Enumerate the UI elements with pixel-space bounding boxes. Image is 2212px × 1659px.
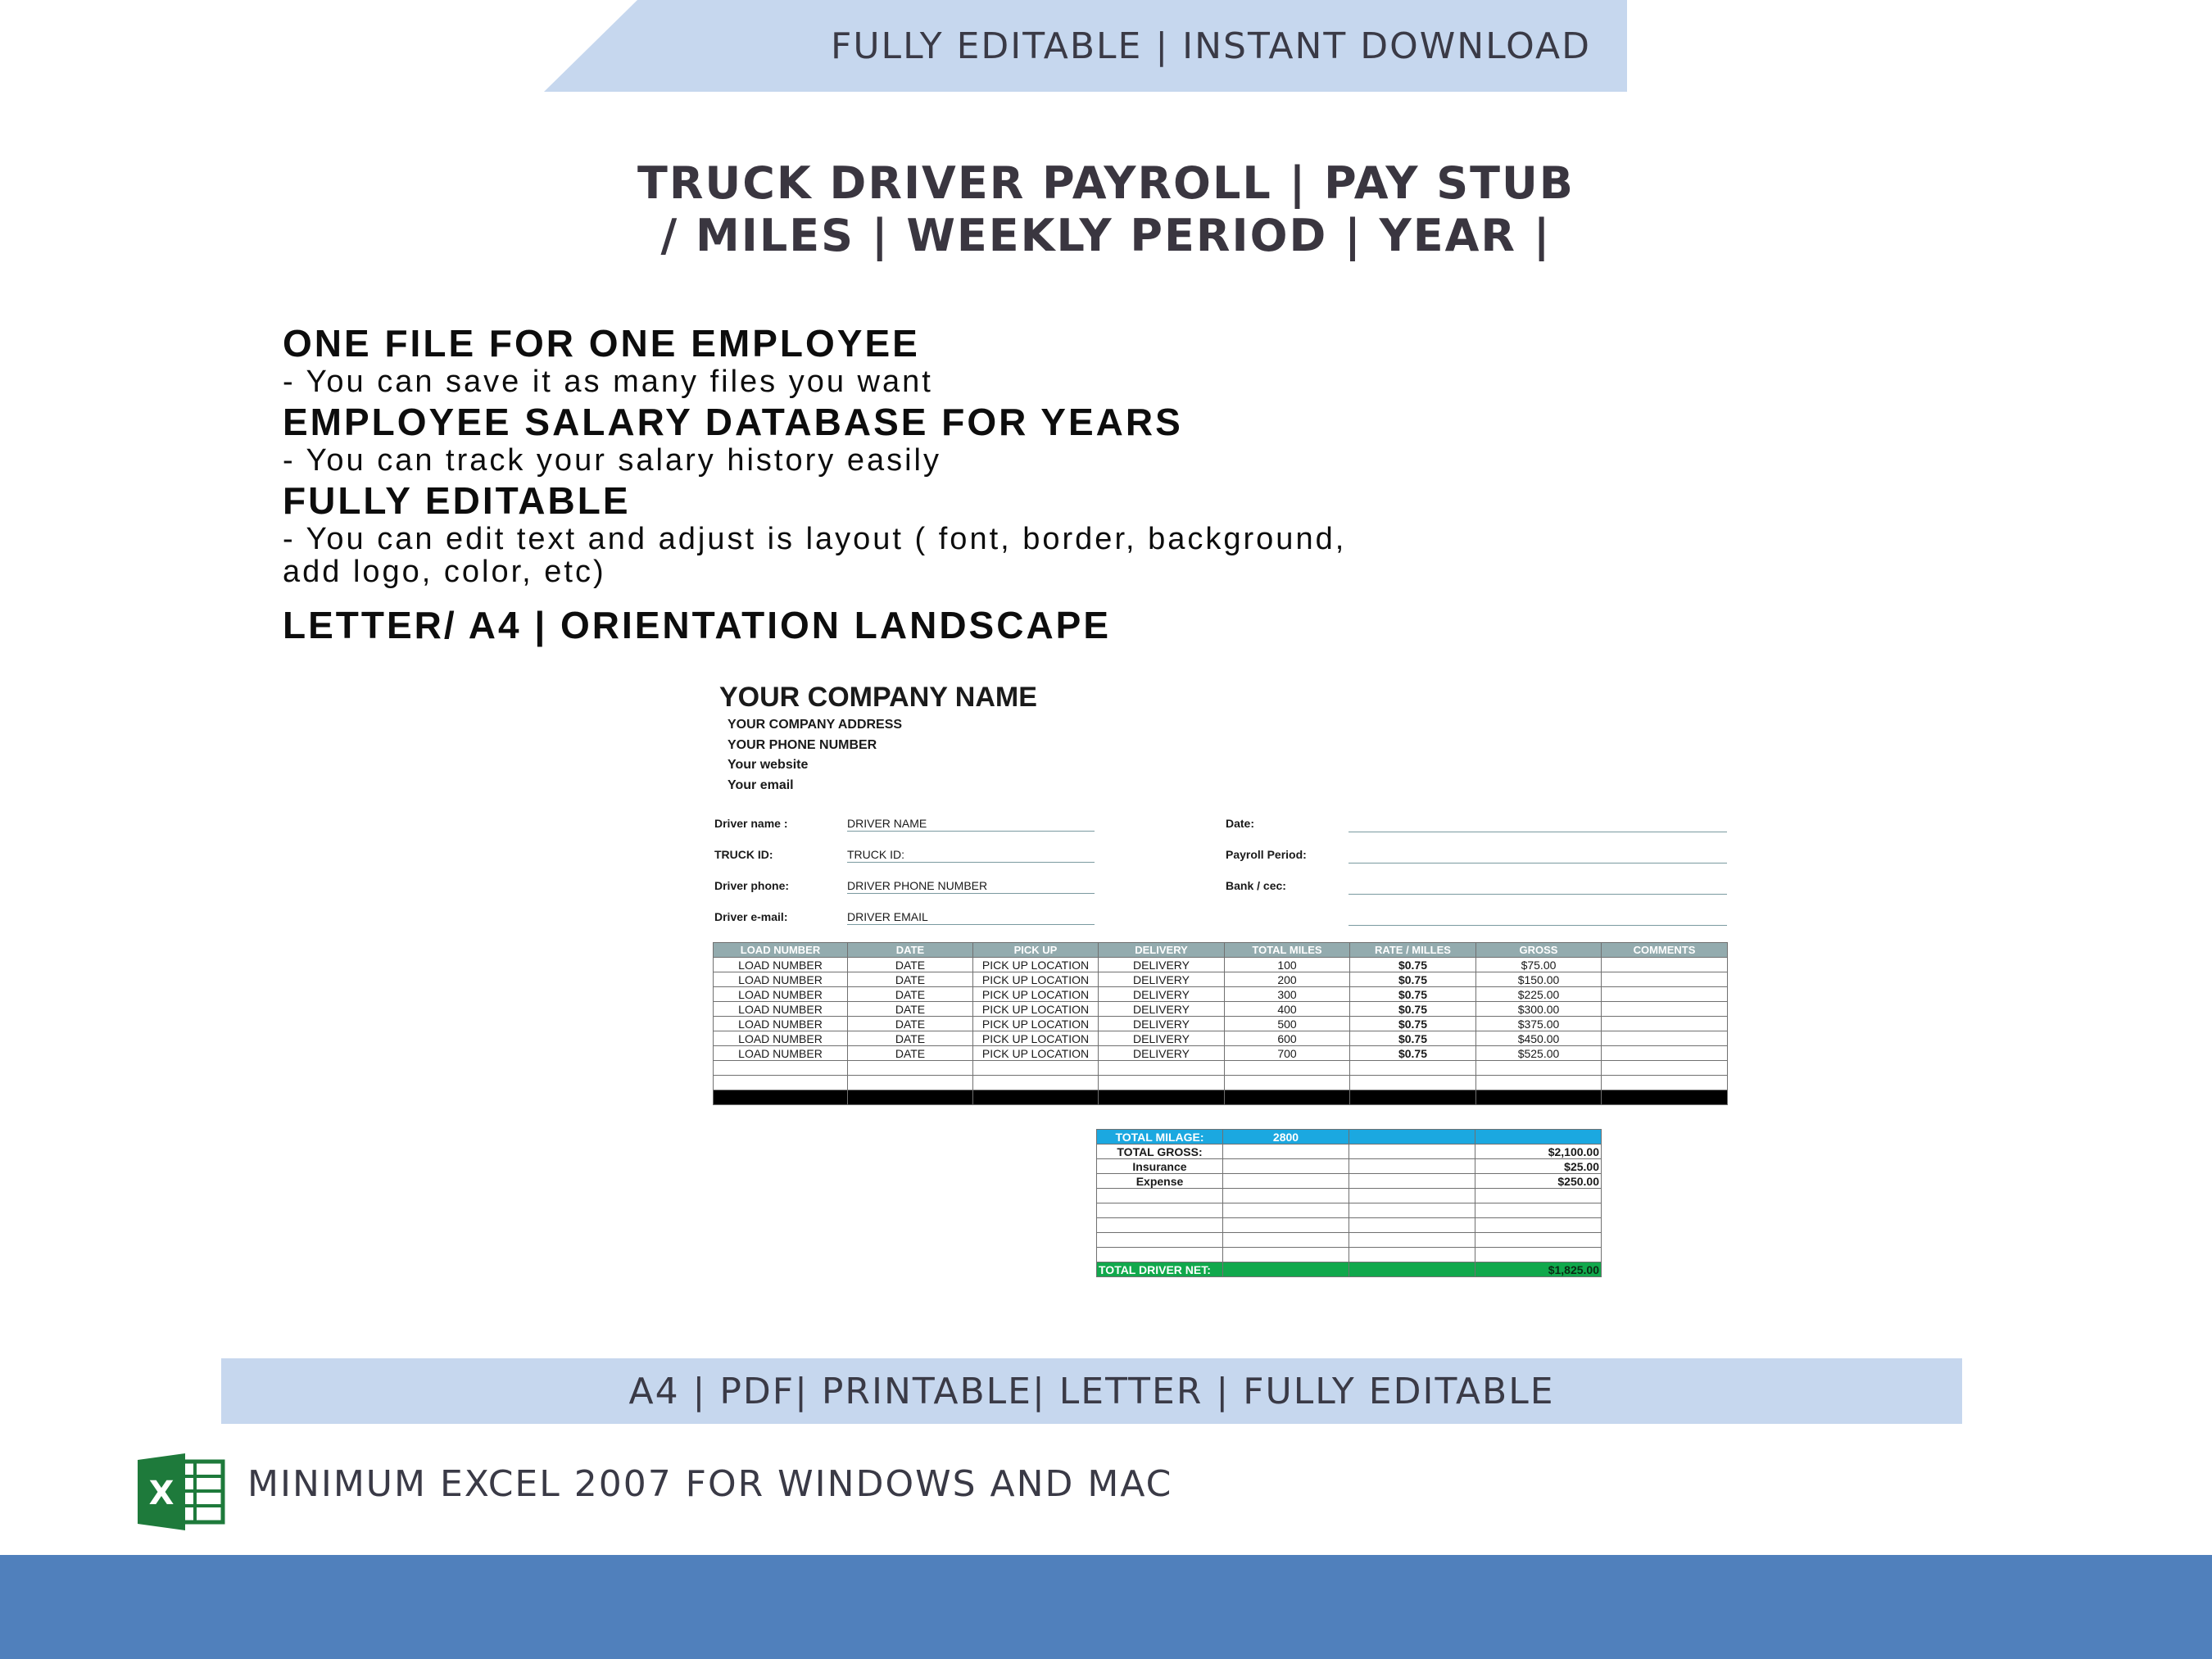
table-cell: $0.75 [1350,987,1476,1002]
table-cell: DATE [848,1002,973,1017]
total-gross-row [1097,1145,1602,1159]
table-cell: DELIVERY [1099,1017,1225,1031]
table-cell: DATE [848,1017,973,1031]
column-header: COMMENTS [1602,943,1728,958]
table-cell: 400 [1225,1002,1350,1017]
column-header: DATE [848,943,973,958]
driver-email-field: DRIVER EMAIL [847,910,1095,925]
table-cell: LOAD NUMBER [714,1031,848,1046]
truck-id-field: TRUCK ID: [847,848,1095,863]
table-cell: $0.75 [1350,1031,1476,1046]
table-cell: PICK UP LOCATION [973,1017,1099,1031]
column-header: PICK UP [973,943,1099,958]
table-cell: $0.75 [1350,1017,1476,1031]
total-gross-value: $2,100.00 [1475,1145,1602,1159]
payroll-template-preview [709,673,1727,1288]
column-header: LOAD NUMBER [714,943,848,958]
feature-text-track: - You can track your salary history easily [283,443,941,478]
table-cell: DELIVERY [1099,1046,1225,1061]
page-title-line-2: / MILES | WEEKLY PERIOD | YEAR | [660,210,1552,261]
table-cell: 100 [1225,958,1350,972]
truck-id-label: TRUCK ID: [714,848,773,861]
summary-table [1096,1129,1602,1277]
table-footer-bar [714,1090,1728,1105]
feature-text-edit-2: add logo, color, etc) [283,555,606,589]
table-cell: 700 [1225,1046,1350,1061]
column-header: DELIVERY [1099,943,1225,958]
table-cell: $0.75 [1350,1002,1476,1017]
table-cell: PICK UP LOCATION [973,972,1099,987]
table-cell: DATE [848,987,973,1002]
table-cell: DELIVERY [1099,972,1225,987]
driver-email-label: Driver e-mail: [714,910,788,923]
company-email: Your email [728,778,794,792]
empty-row [714,1076,1728,1090]
total-milage-value: 2800 [1223,1130,1349,1145]
total-driver-net-label: TOTAL DRIVER NET: [1097,1262,1223,1277]
table-cell: $300.00 [1476,1002,1602,1017]
summary-empty-row [1097,1233,1602,1248]
table-cell [1602,1046,1728,1061]
table-cell: DATE [848,1046,973,1061]
table-cell: $75.00 [1476,958,1602,972]
table-cell: DATE [848,958,973,972]
table-cell: DELIVERY [1099,1002,1225,1017]
table-cell: $225.00 [1476,987,1602,1002]
table-cell: $0.75 [1350,958,1476,972]
driver-name-label: Driver name : [714,817,788,830]
table-cell: $375.00 [1476,1017,1602,1031]
expense-value: $250.00 [1475,1174,1602,1189]
table-cell: 300 [1225,987,1350,1002]
blank-line [1349,910,1727,926]
table-cell: $525.00 [1476,1046,1602,1061]
summary-empty-row [1097,1218,1602,1233]
table-row [714,972,1728,987]
table-cell: $0.75 [1350,972,1476,987]
column-header: RATE / MILLES [1350,943,1476,958]
table-cell: LOAD NUMBER [714,1017,848,1031]
table-cell: $150.00 [1476,972,1602,987]
company-website: Your website [728,758,809,772]
feature-text-save: - You can save it as many files you want [283,365,933,399]
company-address: YOUR COMPANY ADDRESS [728,718,903,732]
table-cell: DELIVERY [1099,958,1225,972]
payroll-period-line [1349,848,1727,863]
table-cell: PICK UP LOCATION [973,1002,1099,1017]
feature-heading-editable: FULLY EDITABLE [283,479,631,522]
total-driver-net-value: $1,825.00 [1475,1262,1602,1277]
insurance-value: $25.00 [1475,1159,1602,1174]
payroll-period-label: Payroll Period: [1226,848,1307,861]
driver-phone-label: Driver phone: [714,879,790,892]
loads-table [713,942,1728,1105]
table-cell: 500 [1225,1017,1350,1031]
total-milage-label: TOTAL MILAGE: [1097,1130,1223,1145]
bank-label: Bank / cec: [1226,879,1286,892]
total-milage-row [1097,1130,1602,1145]
table-cell: LOAD NUMBER [714,1046,848,1061]
table-cell: LOAD NUMBER [714,1002,848,1017]
table-cell [1602,1017,1728,1031]
bank-line [1349,879,1727,895]
feature-heading-one-file: ONE FILE FOR ONE EMPLOYEE [283,322,920,365]
table-cell: PICK UP LOCATION [973,958,1099,972]
table-cell: PICK UP LOCATION [973,1046,1099,1061]
table-cell [1602,1031,1728,1046]
feature-list [283,321,1512,647]
summary-empty-row [1097,1248,1602,1262]
table-row [714,1031,1728,1046]
table-row [714,1046,1728,1061]
excel-icon [138,1453,226,1530]
feature-text-edit-1: - You can edit text and adjust is layout ( font, border, background, [283,522,1347,556]
total-driver-net-row [1097,1262,1602,1277]
feature-heading-orientation: LETTER/ A4 | ORIENTATION LANDSCAPE [283,604,1112,646]
table-cell: 600 [1225,1031,1350,1046]
company-phone: YOUR PHONE NUMBER [728,738,877,752]
minimum-requirements: MINIMUM EXCEL 2007 FOR WINDOWS AND MAC [247,1463,1173,1505]
table-cell: $450.00 [1476,1031,1602,1046]
table-cell: DELIVERY [1099,1031,1225,1046]
empty-row [714,1061,1728,1076]
page-title-line-1: TRUCK DRIVER PAYROLL | PAY STUB [637,157,1575,209]
column-header: TOTAL MILES [1225,943,1350,958]
insurance-label: Insurance [1097,1159,1223,1174]
feature-heading-database: EMPLOYEE SALARY DATABASE FOR YEARS [283,401,1183,443]
table-cell: DATE [848,972,973,987]
company-name: YOUR COMPANY NAME [719,682,1037,713]
date-line [1349,817,1727,832]
total-gross-label: TOTAL GROSS: [1097,1145,1223,1159]
footer-bar [0,1555,2212,1659]
table-cell: PICK UP LOCATION [973,1031,1099,1046]
table-cell [1602,1002,1728,1017]
table-cell [1602,987,1728,1002]
table-row [714,958,1728,972]
insurance-row [1097,1159,1602,1174]
excel-icon-letter: X [148,1475,175,1512]
table-cell [1602,958,1728,972]
table-cell: DATE [848,1031,973,1046]
table-row [714,1017,1728,1031]
summary-empty-row [1097,1189,1602,1203]
table-cell: PICK UP LOCATION [973,987,1099,1002]
top-banner-text: FULLY EDITABLE | INSTANT DOWNLOAD [831,25,1591,67]
driver-name-field: DRIVER NAME [847,817,1095,832]
table-cell: LOAD NUMBER [714,987,848,1002]
table-cell: $0.75 [1350,1046,1476,1061]
table-cell: DELIVERY [1099,987,1225,1002]
table-cell: 200 [1225,972,1350,987]
table-cell [1602,972,1728,987]
expense-row [1097,1174,1602,1189]
bottom-banner: A4 | PDF| PRINTABLE| LETTER | FULLY EDITABLE [221,1358,1962,1424]
date-label: Date: [1226,817,1255,830]
table-cell: LOAD NUMBER [714,958,848,972]
table-row [714,987,1728,1002]
summary-empty-row [1097,1203,1602,1218]
table-header-row [714,943,1728,958]
table-row [714,1002,1728,1017]
column-header: GROSS [1476,943,1602,958]
table-cell: LOAD NUMBER [714,972,848,987]
driver-phone-field: DRIVER PHONE NUMBER [847,879,1095,894]
expense-label: Expense [1097,1174,1223,1189]
